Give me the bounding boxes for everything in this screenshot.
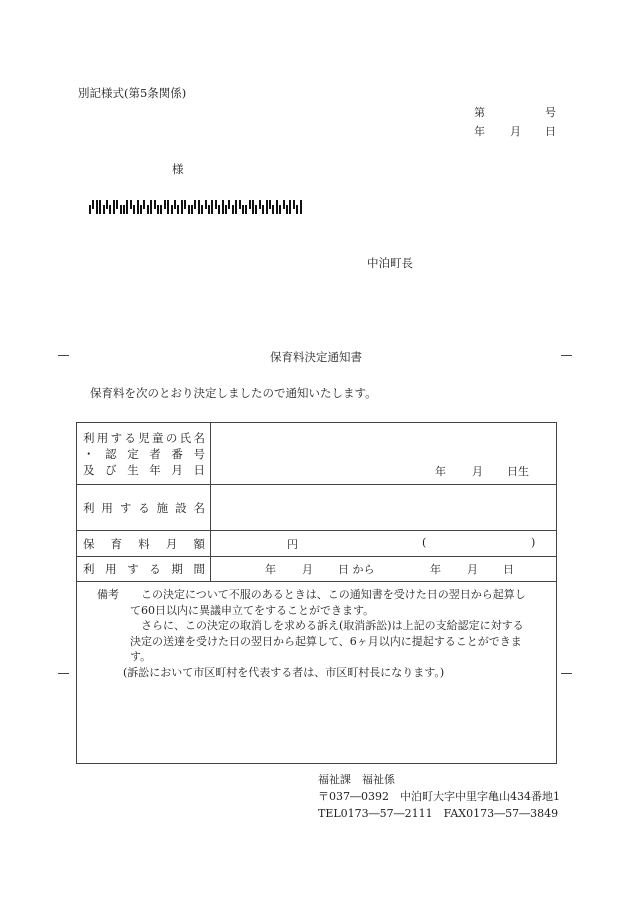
barcode-bar (242, 205, 244, 214)
contact-footer (318, 771, 560, 822)
barcode-bar (184, 200, 186, 209)
fee-table (76, 422, 557, 764)
barcode-bar (171, 205, 173, 214)
notes-cell (77, 582, 557, 764)
table-row-fee (77, 531, 557, 557)
notes-line-5: す。 (130, 650, 152, 663)
table-row-notes (77, 582, 557, 764)
barcode-bar (133, 205, 135, 214)
child-label-line3: 及 び 生 年 月 日 (83, 462, 205, 477)
date-day: 日 (545, 125, 556, 138)
footer-address: 〒037―0392 中泊町大字中里字亀山434番地1 (318, 790, 560, 803)
table-row-child (77, 423, 557, 485)
barcode-bar (89, 205, 91, 214)
barcode-bar (160, 205, 162, 214)
barcode-bar (188, 205, 190, 214)
fee-value-cell (211, 531, 557, 557)
child-label-cell (77, 423, 211, 485)
barcode-bar (123, 205, 125, 214)
facility-value-cell (211, 485, 557, 531)
doc-number-suffix: 号 (545, 106, 556, 119)
addressee-suffix: 様 (172, 162, 184, 176)
birth-day-suffix: 日生 (507, 465, 529, 478)
period-label: 利用する期間 (83, 562, 205, 576)
barcode-bar (293, 200, 295, 209)
period-start-year: 年 (265, 563, 276, 576)
period-end-month: 月 (467, 563, 478, 576)
barcode-bar (177, 205, 179, 214)
barcode-bar (181, 200, 183, 214)
date-year: 年 (474, 125, 485, 138)
barcode-bar (201, 205, 203, 214)
barcode-bar (103, 205, 105, 214)
period-end-day: 日 (503, 563, 514, 576)
fee-close-paren: ) (531, 536, 536, 549)
barcode-bar (126, 200, 128, 214)
barcode-bar (235, 200, 237, 214)
barcode-bar (289, 200, 291, 214)
barcode-bar (259, 200, 261, 209)
barcode-bar (239, 200, 241, 209)
barcode-bar (276, 200, 278, 214)
barcode-bar (120, 205, 122, 214)
barcode-bar (211, 200, 213, 214)
fold-mark-left-top (58, 355, 69, 356)
barcode-bar (286, 205, 288, 214)
table-row-facility (77, 485, 557, 531)
barcode-bar (255, 205, 257, 214)
child-label-line1: 利用する児童の氏名 (83, 430, 205, 445)
barcode-bar (137, 200, 139, 214)
notes-line-3: さらに、この決定の取消しを求める訴え(取消訴訟)は上記の支給認定に対する (141, 619, 524, 632)
period-value-cell (211, 557, 557, 582)
barcode-bar (252, 200, 254, 214)
postal-barcode (89, 200, 303, 214)
barcode-bar (174, 200, 176, 209)
barcode-bar (194, 200, 196, 209)
period-label-cell (77, 557, 211, 582)
barcode-bar (113, 200, 115, 214)
fold-mark-right-bottom (561, 673, 572, 674)
barcode-bar (225, 205, 227, 214)
barcode-bar (272, 205, 274, 214)
fold-mark-left-bottom (58, 673, 69, 674)
barcode-bar (143, 200, 145, 209)
facility-label-cell (77, 485, 211, 531)
barcode-bar (92, 200, 94, 209)
barcode-bar (300, 200, 302, 214)
barcode-bar (296, 205, 298, 214)
table-row-period (77, 557, 557, 582)
footer-dept: 福祉課 福祉係 (318, 773, 395, 786)
notes-line-6: (訴訟において市区町村を代表する者は、市区町村長になります。) (123, 665, 445, 679)
barcode-bar (140, 205, 142, 214)
barcode-bar (283, 200, 285, 209)
intro-text: 保育料を次のとおり決定しましたので通知いたします。 (90, 386, 377, 400)
barcode-bar (208, 205, 210, 214)
barcode-bar (154, 200, 156, 209)
footer-contact: TEL0173―57―2111 FAX0173―57―3849 (318, 807, 559, 820)
notes-line-2: て60日以内に異議申立てをすることができます。 (130, 603, 375, 617)
barcode-bar (222, 200, 224, 214)
barcode-bar (109, 205, 111, 214)
notes-line-4: 決定の送達を受けた日の翌日から起算して、6ヶ月以内に提起することができま (130, 634, 522, 648)
period-start-day-from: 日 から (338, 563, 375, 576)
barcode-bar (269, 200, 271, 209)
period-start-month: 月 (302, 563, 313, 576)
facility-label: 利用する施設名 (83, 500, 205, 515)
doc-number-prefix: 第 (474, 106, 485, 119)
fee-label-cell (77, 531, 211, 557)
barcode-bar (228, 200, 230, 209)
child-label-line2: ・ 認 定 者 番 号 (83, 446, 205, 461)
form-label: 別記様式(第5条関係) (78, 86, 187, 100)
barcode-bar (106, 200, 108, 209)
birth-month: 月 (472, 465, 483, 478)
date-month: 月 (510, 125, 521, 138)
barcode-bar (116, 200, 118, 209)
barcode-bar (157, 205, 159, 214)
barcode-bar (279, 205, 281, 214)
barcode-bar (218, 205, 220, 214)
fee-label: 保育料月額 (83, 536, 205, 551)
barcode-bar (147, 205, 149, 214)
barcode-bar (167, 200, 169, 214)
notes-line-1: この決定について不服のあるときは、この通知書を受けた日の翌日から起算し (141, 588, 526, 601)
issuer: 中泊町長 (367, 256, 413, 270)
barcode-bar (215, 200, 217, 209)
barcode-bar (130, 200, 132, 209)
barcode-bar (205, 200, 207, 209)
barcode-bar (262, 205, 264, 214)
barcode-bar (249, 200, 251, 209)
barcode-bar (99, 200, 101, 214)
child-value-cell (211, 423, 557, 485)
fold-mark-right-top (561, 355, 572, 356)
barcode-bar (232, 205, 234, 214)
barcode-bar (191, 205, 193, 214)
barcode-bar (266, 200, 268, 214)
barcode-bar (245, 205, 247, 214)
period-end-year: 年 (430, 563, 441, 576)
barcode-bar (150, 200, 152, 214)
birth-year: 年 (435, 465, 446, 478)
fee-open-paren: ( (422, 536, 427, 549)
fee-yen: 円 (287, 538, 298, 551)
barcode-bar (96, 200, 98, 214)
notes-heading: 備考 (97, 588, 119, 601)
barcode-bar (164, 200, 166, 209)
document-title: 保育料決定通知書 (270, 350, 362, 364)
barcode-bar (198, 200, 200, 214)
